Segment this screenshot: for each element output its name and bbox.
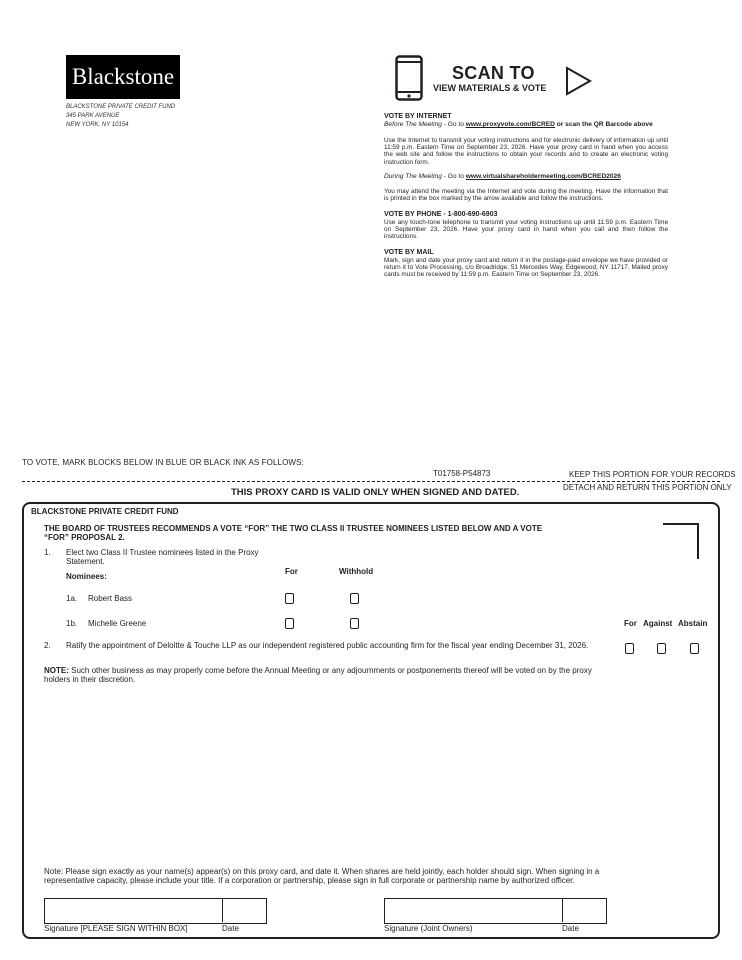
control-code: T01758-P54873 — [433, 469, 491, 478]
during-text: You may attend the meeting via the Internet and vote during the meeting. Have the information that is printed in the box marked by the arrow available and follow the instructions. — [384, 188, 668, 203]
during-meeting-line — [384, 173, 668, 180]
during-label: During The Meeting — [384, 173, 442, 180]
signing-instructions: Note: Please sign exactly as your name(s) appear(s) on this proxy card, and date it. When shares are held jointly, each holder should sign. When signing in a representative capacity, please include your title. If a corporation or partnership, please sign in full corporate or partnership name by authorized officer. — [44, 867, 600, 885]
board-recommendation: THE BOARD OF TRUSTEES RECOMMENDS A VOTE “FOR” THE TWO CLASS II TRUSTEE NOMINEES LISTED BELOW AND A VOTE “FOR” PROPOSAL 2. — [44, 524, 543, 542]
company-address-line: NEW YORK, NY 10154 — [66, 122, 129, 128]
validity-notice: THIS PROXY CARD IS VALID ONLY WHEN SIGNED AND DATED. — [231, 487, 520, 498]
internet-text: Use the Internet to transmit your voting instructions and for electronic delivery of information up until 11:59 p.m. Eastern Time on September 23, 2026. Have your proxy card in hand when you access the web site and follow the instructions to obtain your records and to create an electronic voting instruction form. — [384, 137, 668, 166]
nominees-label: Nominees: — [66, 572, 107, 581]
detach-portion-label: DETACH AND RETURN THIS PORTION ONLY — [563, 483, 732, 492]
column-against: Against — [643, 619, 673, 628]
signature-box[interactable] — [44, 898, 267, 924]
nominee-2-name: Michelle Greene — [88, 619, 147, 628]
note-text: Such other business as may properly come before the Annual Meeting or any adjournments or postponements thereof will be voted on by the proxy holders in their discretion. — [44, 666, 592, 684]
before-tail: or scan the QR Barcode above — [554, 121, 653, 128]
proposal-1-number: 1. — [44, 548, 51, 557]
proposal-2-for-checkbox[interactable] — [625, 643, 634, 654]
nominee-2-withhold-checkbox[interactable] — [350, 618, 359, 629]
nominee-1-name: Robert Bass — [88, 594, 133, 603]
scan-title: SCAN TO — [452, 63, 535, 83]
column-for: For — [285, 567, 298, 576]
joint-date-label: Date — [562, 924, 579, 933]
note-label: NOTE: — [44, 666, 69, 675]
joint-signature-label: Signature (Joint Owners) — [384, 924, 473, 933]
smartphone-icon — [395, 55, 423, 101]
nominee-1-withhold-checkbox[interactable] — [350, 593, 359, 604]
scan-subtitle: VIEW MATERIALS & VOTE — [433, 83, 547, 93]
during-goto: - Go to — [441, 173, 466, 180]
date-label: Date — [222, 924, 239, 933]
joint-signature-box[interactable] — [384, 898, 607, 924]
other-business-note — [44, 666, 614, 684]
proposal-2-number: 2. — [44, 641, 51, 650]
virtual-meeting-link[interactable]: www.virtualshareholdermeeting.com/BCRED2026 — [465, 173, 621, 180]
phone-text: Use any touch-tone telephone to transmit your voting instructions up until 11:59 p.m. Eastern Time on September 23, 2026. Have your proxy card in hand when you call and then follow the instructions. — [384, 219, 668, 241]
proposal-2-text: Ratify the appointment of Deloitte & Touche LLP as our independent registered public accounting firm for the fiscal year ending December 31, 2026. — [66, 641, 589, 650]
column-abstain: Abstain — [678, 619, 708, 628]
detach-dashed-line — [22, 481, 720, 482]
proxyvote-link[interactable]: www.proxyvote.com/BCRED — [465, 121, 555, 128]
nominee-2-number: 1b. — [66, 619, 78, 628]
proposal-2-against-checkbox[interactable] — [657, 643, 666, 654]
company-address-line: BLACKSTONE PRIVATE CREDIT FUND — [66, 104, 176, 110]
registration-corner-mark — [663, 523, 699, 559]
mail-text: Mark, sign and date your proxy card and return it in the postage-paid envelope we have provided or return it to Vote Processing, c/o Broadridge, 51 Mercedes Way, Edgewood, NY 11717. Mailed proxy cards must be received by 11:59 p.m. Eastern Time on September 23, 2026. — [384, 257, 668, 279]
internet-heading: VOTE BY INTERNET — [384, 113, 452, 120]
phone-heading: VOTE BY PHONE - 1-800-690-6903 — [384, 211, 498, 218]
blackstone-logo: Blackstone — [66, 55, 180, 99]
before-goto: - Go to — [441, 121, 466, 128]
column-withhold: Withhold — [339, 567, 374, 576]
nominee-1-for-checkbox[interactable] — [285, 593, 294, 604]
signature-label: Signature [PLEASE SIGN WITHIN BOX] — [44, 924, 188, 933]
before-meeting-line — [384, 121, 668, 128]
proposal-2-abstain-checkbox[interactable] — [690, 643, 699, 654]
column-for-p2: For — [624, 619, 637, 628]
joint-signature-date-divider — [562, 898, 563, 922]
to-vote-instructions: TO VOTE, MARK BLOCKS BELOW IN BLUE OR BLACK INK AS FOLLOWS: — [22, 458, 304, 467]
proposal-1-text: Elect two Class II Trustee nominees listed in the Proxy Statement. — [66, 548, 259, 566]
play-arrow-icon — [565, 66, 593, 96]
signature-date-divider — [222, 898, 223, 922]
before-label: Before The Meeting — [384, 121, 442, 128]
fund-name: BLACKSTONE PRIVATE CREDIT FUND — [31, 507, 179, 516]
mail-heading: VOTE BY MAIL — [384, 249, 434, 256]
keep-portion-label: KEEP THIS PORTION FOR YOUR RECORDS — [569, 470, 736, 479]
nominee-2-for-checkbox[interactable] — [285, 618, 294, 629]
company-address-line: 345 PARK AVENUE — [66, 113, 120, 119]
nominee-1-number: 1a. — [66, 594, 78, 603]
